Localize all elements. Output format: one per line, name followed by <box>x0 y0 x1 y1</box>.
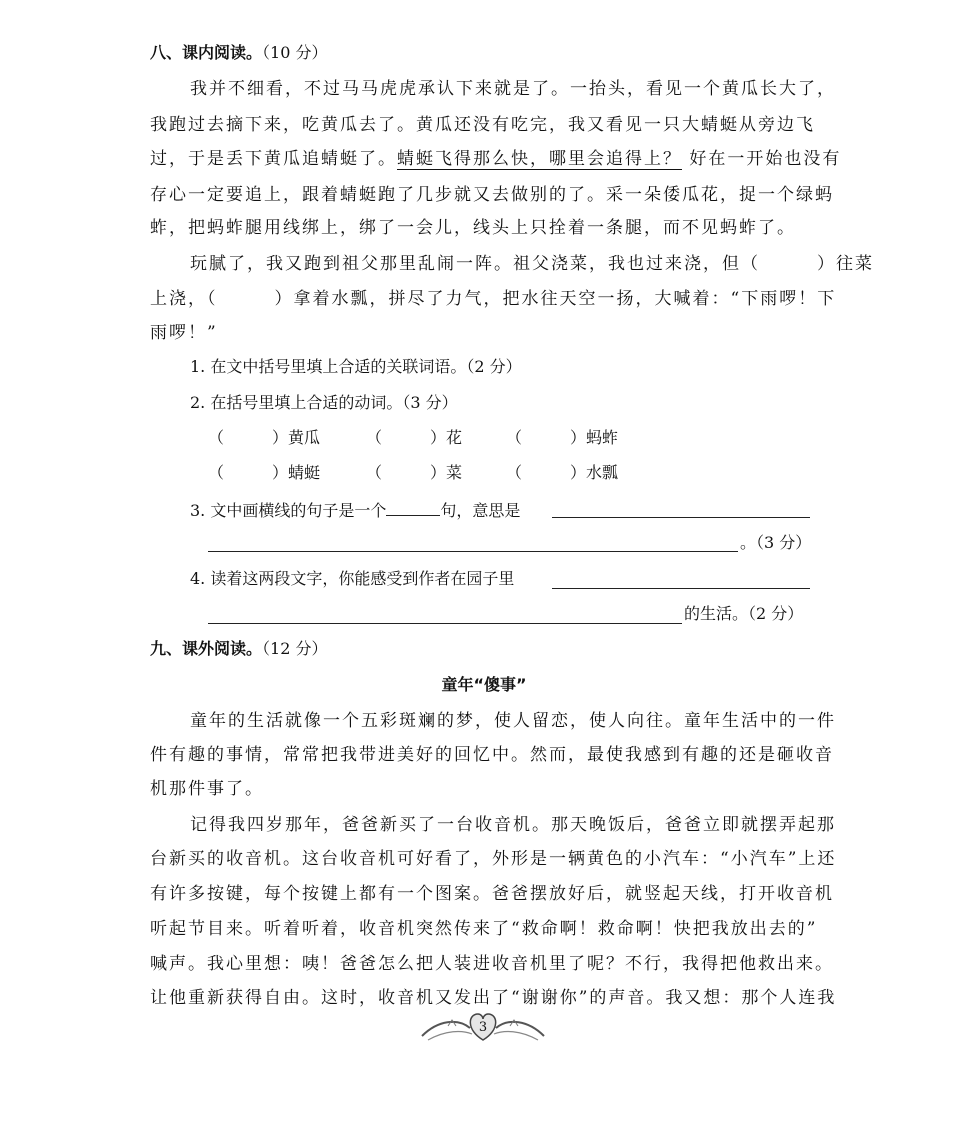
passage-line: 雨啰！” <box>150 323 218 343</box>
story-line: 喊声。我心里想：咦！爸爸怎么把人装进收音机里了呢？不行，我得把他救出来。 <box>150 954 834 974</box>
question-4-points: 的生活。（2 分） <box>684 604 804 623</box>
page-number-ornament <box>418 1006 548 1050</box>
question-3-text: 3. 文中画横线的句子是一个 <box>190 501 387 520</box>
verb-blank[interactable]: （ ）蜻蜓 <box>208 463 321 482</box>
underlined-sentence: 蜻蜓飞得那么快，哪里会追得上？ <box>397 149 682 169</box>
story-line: 童年的生活就像一个五彩斑斓的梦，使人留恋，使人向往。童年生活中的一件 <box>190 711 836 731</box>
story-line: 件有趣的事情，常常把我带进美好的回忆中。然而，最使我感到有趣的还是砸收音 <box>150 745 834 765</box>
verb-blank[interactable]: （ ）蚂蚱 <box>506 428 619 447</box>
section-9-heading <box>150 638 810 660</box>
verb-blank[interactable]: （ ）水瓢 <box>506 463 619 482</box>
passage-line: 我并不细看，不过马马虎虎承认下来就是了。一抬头，看见一个黄瓜长大了， <box>190 79 836 99</box>
page-number: 3 <box>478 1020 488 1035</box>
passage-line: 玩腻了，我又跑到祖父那里乱闹一阵。祖父浇菜，我也过来浇，但（ ）往菜 <box>190 254 874 274</box>
story-line: 听起节目来。听着听着，收音机突然传来了“救命啊！救命啊！快把我放出去的” <box>150 919 818 939</box>
section-9-title: 九、课外阅读。 <box>150 639 263 658</box>
passage-text: 过，于是丢下黄瓜追蜻蜓了。 <box>150 149 397 169</box>
question-1: 1. 在文中括号里填上合适的关联词语。（2 分） <box>190 357 522 376</box>
story-title: 童年“傻事” <box>441 675 527 694</box>
answer-line[interactable] <box>552 517 810 518</box>
section-8-points: （10 分） <box>262 43 328 62</box>
passage-text: 好在一开始也没有 <box>689 149 842 169</box>
verb-blank[interactable]: （ ）花 <box>366 428 463 447</box>
verb-blank[interactable]: （ ）菜 <box>366 463 463 482</box>
section-8-heading <box>150 42 810 64</box>
story-line: 机那件事了。 <box>150 779 264 799</box>
answer-line[interactable] <box>552 588 810 589</box>
question-4: 4. 读着这两段文字，你能感受到作者在园子里 <box>190 569 515 588</box>
story-line: 记得我四岁那年，爸爸新买了一台收音机。那天晚饭后，爸爸立即就摆弄起那 <box>190 815 836 835</box>
section-9-points: （12 分） <box>262 639 328 658</box>
sentence-type-blank[interactable] <box>386 497 440 516</box>
story-line: 让他重新获得自由。这时，收音机又发出了“谢谢你”的声音。我又想：那个人连我 <box>150 988 837 1008</box>
passage-line: 蚱，把蚂蚱腿用线绑上，绑了一会儿，线头上只拴着一条腿，而不见蚂蚱了。 <box>150 218 796 238</box>
question-2: 2. 在括号里填上合适的动词。（3 分） <box>190 393 458 412</box>
answer-line[interactable] <box>208 623 682 624</box>
question-3-points: 。（3 分） <box>740 533 812 552</box>
story-line: 台新买的收音机。这台收音机可好看了，外形是一辆黄色的小汽车：“小汽车”上还 <box>150 849 837 869</box>
section-8-title: 八、课内阅读。 <box>150 43 263 62</box>
question-3-text: 句，意思是 <box>440 501 521 520</box>
passage-line: 我跑过去摘下来，吃黄瓜去了。黄瓜还没有吃完，我又看见一只大蜻蜓从旁边飞 <box>150 115 815 135</box>
passage-line: 存心一定要追上，跟着蜻蜓跑了几步就又去做别的了。采一朵倭瓜花，捉一个绿蚂 <box>150 185 834 205</box>
passage-line: 上浇，（ ）拿着水瓢，拼尽了力气，把水往天空一扬，大喊着：“下雨啰！下 <box>150 289 837 309</box>
heart-ornament-icon <box>418 1006 548 1050</box>
verb-blank[interactable]: （ ）黄瓜 <box>208 428 321 447</box>
passage-line <box>150 148 842 170</box>
answer-line[interactable] <box>208 551 738 552</box>
question-3 <box>190 497 850 522</box>
story-line: 有许多按键，每个按键上都有一个图案。爸爸摆放好后，就竖起天线，打开收音机 <box>150 884 834 904</box>
